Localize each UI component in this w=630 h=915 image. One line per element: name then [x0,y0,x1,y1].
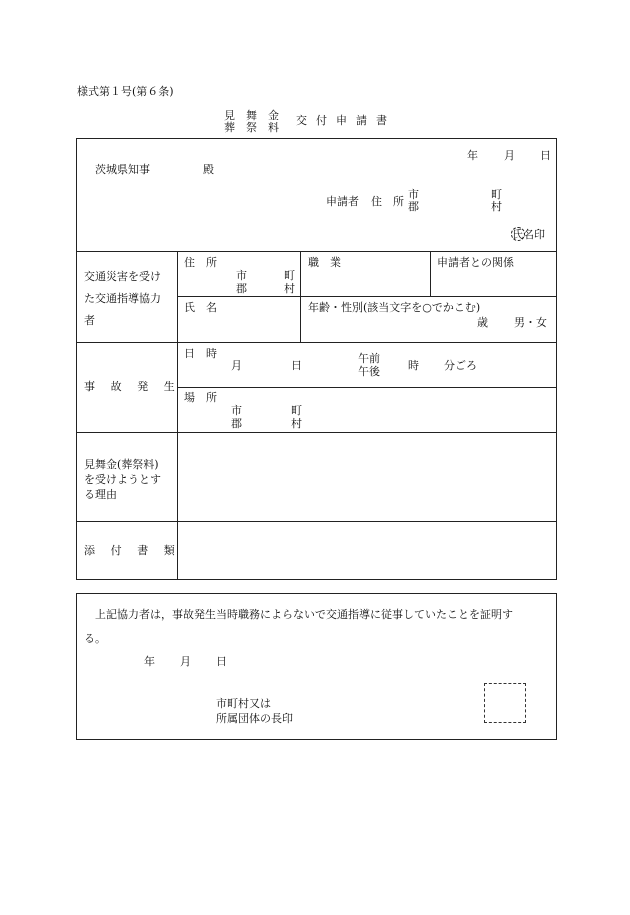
applicant-county: 郡 [408,200,419,213]
collaborator-town: 町 [284,269,295,282]
applicant-town: 町 [491,188,502,201]
age-sex-label: 年齢・性別(該当文字を○でかこむ) [308,301,481,314]
divider [76,251,557,252]
application-month-label: 月 [504,149,515,162]
applicant-city: 市 [408,188,419,201]
certification-year-label: 年 [144,655,155,668]
application-day-label: 日 [540,149,551,162]
certification-signer-line1: 市町村又は [216,697,271,710]
accident-pm: 午後 [358,365,380,378]
attachments-label: 添 付 書 類 [84,544,181,557]
applicant-village: 村 [491,200,502,213]
collaborator-section-label-1: 交通災害を受け [84,270,161,283]
addressee: 茨城県知事 [95,163,150,176]
divider [177,387,557,388]
reason-label-3: る理由 [84,488,117,501]
form-number: 様式第１号(第６条) [77,85,174,98]
accident-hour: 時 [408,359,419,372]
accident-datetime-label: 日 時 [184,347,217,360]
sex-options: 男・女 [514,316,547,329]
form-title-top: 見 舞 金 [224,109,279,122]
application-year-label: 年 [467,149,478,162]
form-title-suffix: 交 付 申 請 書 [296,114,390,127]
accident-town: 町 [291,404,302,417]
accident-city: 市 [231,404,242,417]
relation-label: 申請者との関係 [437,256,514,269]
age-unit: 歳 [477,316,488,329]
accident-am: 午前 [358,352,380,365]
accident-month: 月 [231,359,242,372]
reason-label-2: を受けようとす [84,473,161,486]
accident-place-label: 場 所 [184,391,217,404]
divider [177,251,178,580]
applicant-name-seal-label: 氏名印 [512,228,545,241]
main-form-table [76,138,557,580]
collaborator-section-label-3: 者 [84,314,95,327]
form-title-bottom: 葬 祭 料 [224,121,279,134]
collaborator-city: 市 [236,269,247,282]
honorific: 殿 [203,163,214,176]
applicant-address-label: 住 所 [371,195,404,208]
certification-month-label: 月 [180,655,191,668]
collaborator-county: 郡 [236,282,247,295]
occupation-label: 職 業 [308,256,341,269]
collaborator-section-label-2: た交通指導協力 [84,292,161,305]
collaborator-address-label: 住 所 [184,256,217,269]
accident-section-label: 事 故 発 生 [84,380,181,393]
certification-day-label: 日 [216,655,227,668]
accident-day: 日 [291,359,302,372]
divider [76,521,557,522]
accident-minute: 分ごろ [444,359,477,372]
certification-text-line1: 上記協力者は，事故発生当時職務によらないで交通指導に従事していたことを証明す [95,608,513,621]
divider [76,342,557,343]
stamp-box-icon [484,683,526,723]
collaborator-name-label: 氏 名 [184,301,217,314]
divider [300,251,301,342]
collaborator-village: 村 [284,282,295,295]
certification-signer-line2: 所属団体の長印 [216,712,293,725]
certification-text-line2: る。 [84,632,106,645]
applicant-label: 申請者 [326,195,359,208]
divider [430,251,431,296]
divider [177,296,557,297]
accident-village: 村 [291,417,302,430]
reason-label-1: 見舞金(葬祭料) [84,458,159,471]
accident-county: 郡 [231,417,242,430]
divider [76,432,557,433]
